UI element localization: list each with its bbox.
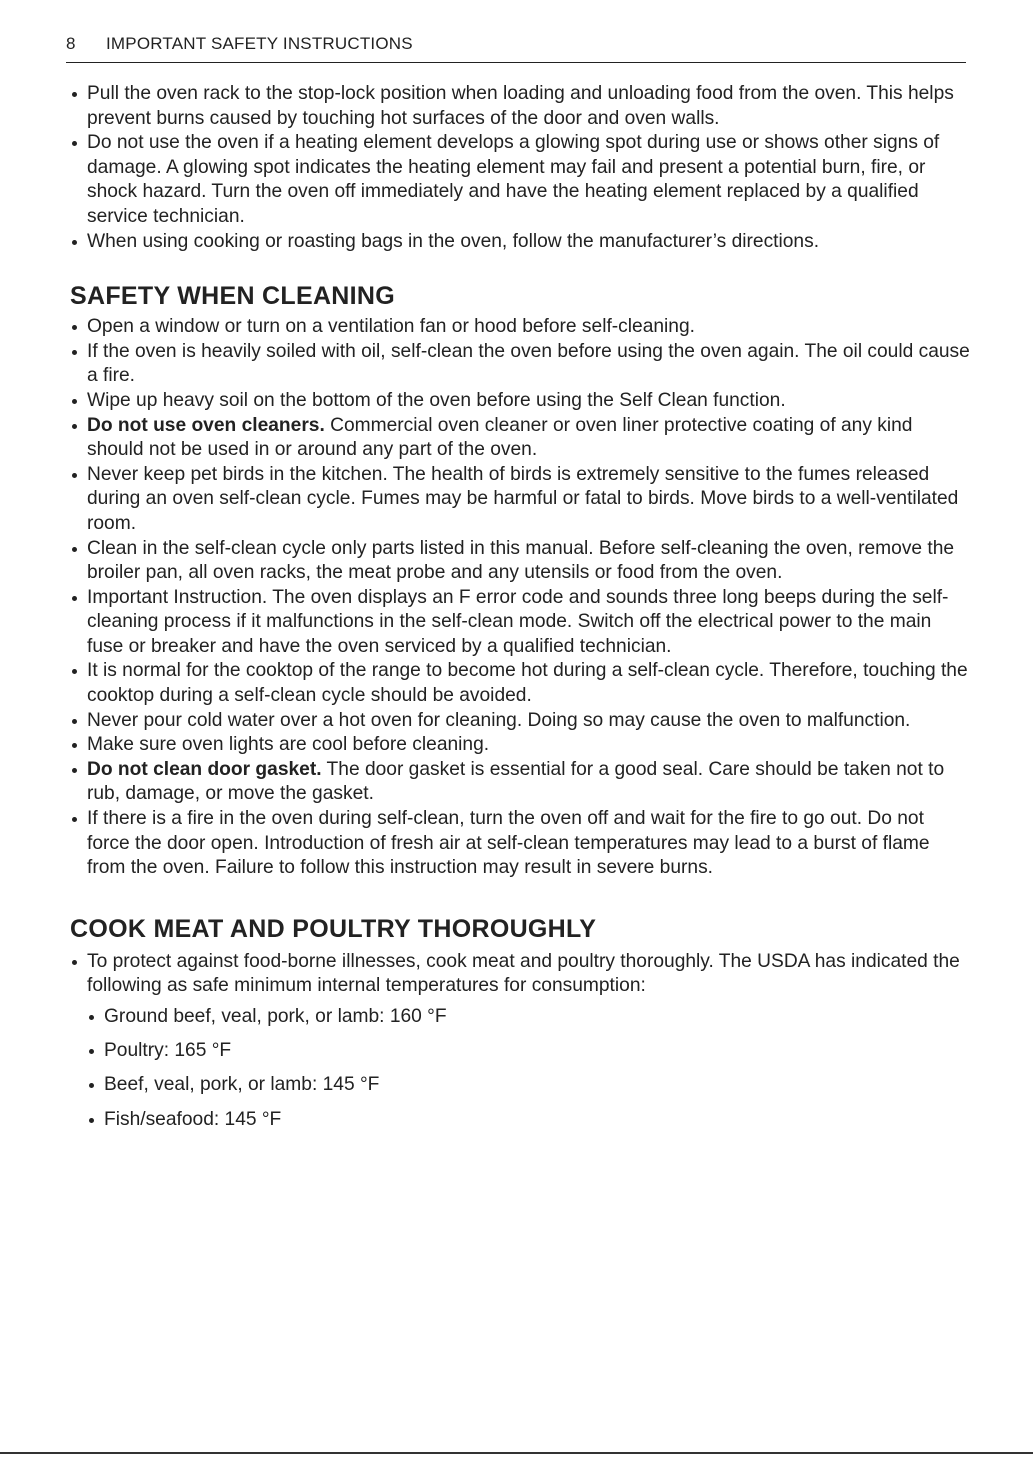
list-item — [70, 389, 970, 414]
list-item-text: The door gasket is essential for a good seal. Care should be taken not to rub, damage, or move the gasket. — [87, 758, 945, 805]
bottom-rule — [0, 1452, 1033, 1454]
list-item — [70, 807, 970, 881]
list-item: When using cooking or roasting bags in the oven, follow the manufacturer’s directions. — [70, 230, 970, 255]
page-header — [66, 34, 966, 63]
section-title-cook: COOK MEAT AND POULTRY THOROUGHLY — [70, 914, 597, 943]
list-item — [70, 340, 970, 389]
list-item-text: Wipe up heavy soil on the bottom of the oven before using the Self Clean function. — [87, 389, 786, 411]
temperature-item: Beef, veal, pork, or lamb: 145 °F — [70, 1073, 970, 1098]
header-title: IMPORTANT SAFETY INSTRUCTIONS — [106, 34, 413, 53]
list-item — [70, 463, 970, 537]
list-item-text: Make sure oven lights are cool before cleaning. — [87, 734, 490, 756]
list-item — [70, 758, 970, 807]
intro-list — [70, 82, 970, 254]
list-item — [70, 414, 970, 463]
list-item: Do not use the oven if a heating element develops a glowing spot during use or shows other signs of damage. A glowing spot indicates the heating element may fail and present a potential burn, fire, or shock hazard. Turn the oven off immediately and have the heating element replaced by a qualified service technician. — [70, 131, 970, 229]
list-item — [70, 733, 970, 758]
temperature-list — [70, 1005, 970, 1132]
temperature-item: Ground beef, veal, pork, or lamb: 160 °F — [70, 1005, 970, 1030]
list-item: To protect against food-borne illnesses, cook meat and poultry thoroughly. The USDA has indicated the following as safe minimum internal temperatures for consumption: — [70, 950, 970, 999]
list-item — [70, 586, 970, 660]
temperature-item: Fish/seafood: 145 °F — [70, 1108, 970, 1133]
cleaning-list — [70, 315, 970, 881]
page-content — [70, 82, 970, 1142]
temperature-item: Poultry: 165 °F — [70, 1039, 970, 1064]
list-item-emphasis: Do not clean door gasket. — [87, 758, 322, 780]
cook-list — [70, 950, 970, 999]
list-item-emphasis: Do not use oven cleaners. — [87, 414, 325, 436]
list-item-text: If the oven is heavily soiled with oil, self-clean the oven before using the oven again. The oil could cause a fire. — [87, 340, 970, 387]
section-title-cleaning: SAFETY WHEN CLEANING — [70, 282, 395, 311]
list-item-text: Clean in the self-clean cycle only parts listed in this manual. Before self-cleaning the oven, remove the broiler pan, all oven racks, the meat probe and any utensils or food from the oven. — [87, 537, 955, 584]
list-item-text: It is normal for the cooktop of the range to become hot during a self-clean cycle. Therefore, touching the cooktop during a self-clean cycle should be avoided. — [87, 660, 968, 707]
list-item-text: Never keep pet birds in the kitchen. The health of birds is extremely sensitive to the fumes released during an oven self-clean cycle. Fumes may be harmful or fatal to birds. Move birds to a well-ventilated room. — [87, 463, 959, 534]
list-item-text: Commercial oven cleaner or oven liner protective coating of any kind should not be used in or around any part of the oven. — [87, 414, 913, 461]
list-item: Pull the oven rack to the stop-lock position when loading and unloading food from the oven. This helps prevent burns caused by touching hot surfaces of the door and oven walls. — [70, 82, 970, 131]
list-item-text: Important Instruction. The oven displays an F error code and sounds three long beeps during the self-cleaning process if it malfunctions in the self-clean mode. Switch off the electrical power to the main fuse or breaker and have the oven serviced by a qualified technician. — [87, 586, 949, 657]
page-number: 8 — [66, 34, 76, 53]
list-item — [70, 537, 970, 586]
list-item — [70, 659, 970, 708]
list-item-text: If there is a fire in the oven during self-clean, turn the oven off and wait for the fire to go out. Do not force the door open. Introduction of fresh air at self-clean temperatures may lead to a burst of flame from the oven. Failure to follow this instruction may result in severe burns. — [87, 808, 930, 879]
list-item-text: Never pour cold water over a hot oven for cleaning. Doing so may cause the oven to malfunction. — [87, 709, 911, 731]
list-item — [70, 709, 970, 734]
list-item-text: Open a window or turn on a ventilation fan or hood before self-cleaning. — [87, 316, 695, 338]
list-item — [70, 315, 970, 340]
